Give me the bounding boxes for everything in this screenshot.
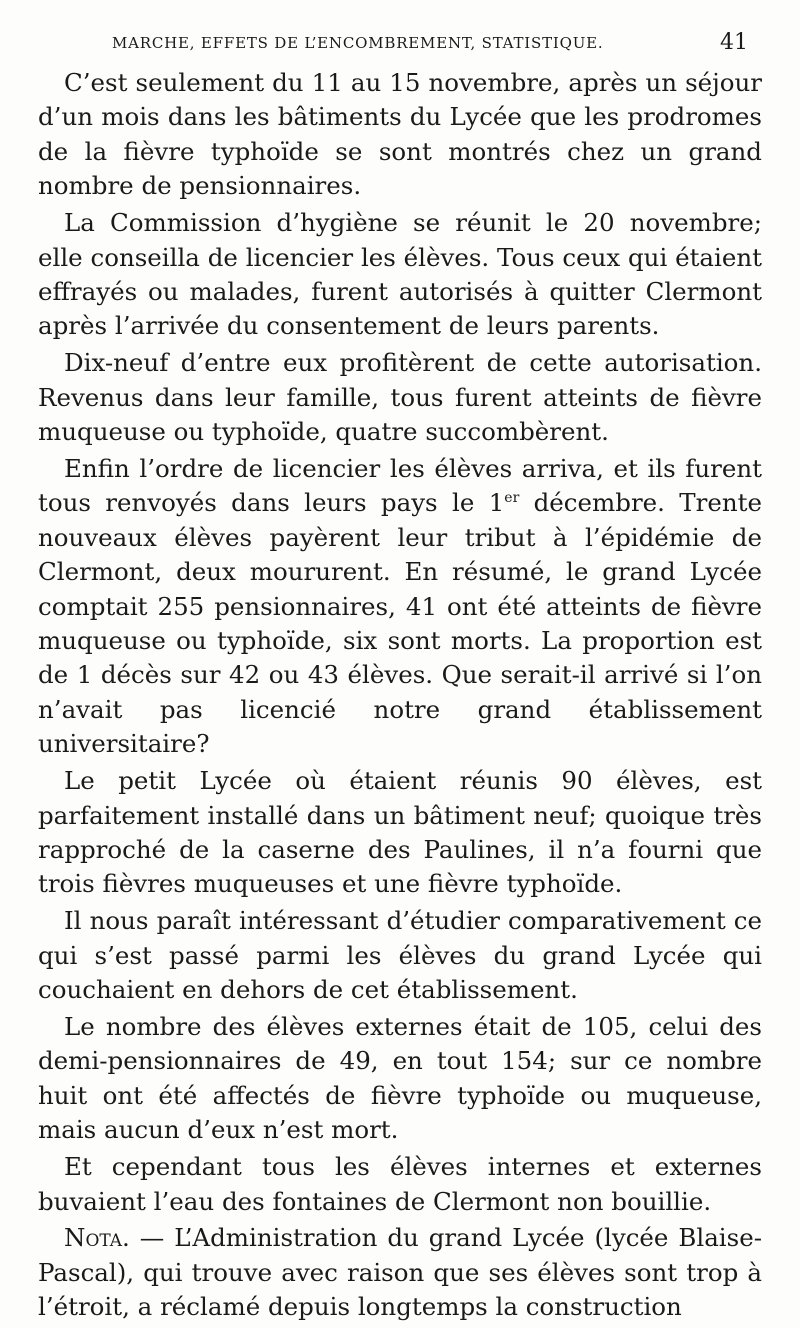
nota-label: Nota. bbox=[64, 1223, 130, 1253]
paragraph-day-students: Le nombre des élèves externes était de 105, celui des demi-pensionnaires de 49, en tout 154; sur ce nombre huit ont été affectés de fièvre typhoïde ou muqueuse, mais aucun d’eux n’est mort. bbox=[38, 1011, 762, 1145]
running-head bbox=[0, 30, 800, 60]
paragraph-nota bbox=[38, 1221, 762, 1324]
ordinal-superscript: er bbox=[504, 490, 520, 507]
paragraph-summary bbox=[38, 452, 762, 762]
paragraph-fountain-water: Et cependant tous les élèves internes et externes buvaient l’eau des fontaines de Clermont non bouillie. bbox=[38, 1152, 762, 1216]
page-number: 41 bbox=[720, 30, 748, 55]
summary-text-start: Enfin l’ordre de licencier les élèves arriva, et ils furent tous renvoyés dans leurs pays le 1 bbox=[38, 453, 762, 518]
paragraph-nineteen-students: Dix-neuf d’entre eux profitèrent de cette autorisation. Revenus dans leur famille, tous furent atteints de fièvre muqueuse ou typhoïde, quatre succombèrent. bbox=[38, 348, 762, 447]
paragraph-onset: C’est seulement du 11 au 15 novembre, après un séjour d’un mois dans les bâtiments du Lycée que les prodromes de la fièvre typhoïde se sont montrés chez un grand nombre de pensionnaires. bbox=[38, 68, 762, 201]
paragraph-commission: La Commission d’hygiène se réunit le 20 novembre; elle conseilla de licencier les élèves. Tous ceux qui étaient effrayés ou malades, furent autorisés à quitter Clermont après l’arrivée du consentement de leurs parents. bbox=[38, 208, 762, 341]
paragraph-comparison: Il nous paraît intéressant d’étudier comparativement ce qui s’est passé parmi les élèves du grand Lycée qui couchaient en dehors de cet établissement. bbox=[38, 906, 762, 1005]
paragraph-petit-lycee: Le petit Lycée où étaient réunis 90 élèves, est parfaitement installé dans un bâtiment neuf; quoique très rapproché de la caserne des Paulines, il n’a fourni que trois fièvres muqueuses et une fièvre typhoïde. bbox=[38, 766, 762, 899]
running-title: MARCHE, EFFETS DE L’ENCOMBREMENT, STATISTIQUE. bbox=[112, 34, 604, 52]
summary-text-end: décembre. Trente nouveaux élèves payèrent leur tribut à l’épidémie de Clermont, deux moururent. En résumé, le grand Lycée comptait 255 pensionnaires, 41 ont été atteints de fièvre muqueuse ou typhoïde, six sont morts. La proportion est de 1 décès sur 42 ou 43 élèves. Que serait-il arrivé si l’on n’avait pas licencié notre grand établissement universitaire? bbox=[38, 488, 762, 759]
body-text bbox=[38, 66, 762, 1327]
nota-text: — L’Administration du grand Lycée (lycée Blaise-Pascal), qui trouve avec raison que ses élèves sont trop à l’étroit, a réclamé depuis longtemps la construction bbox=[38, 1223, 762, 1322]
